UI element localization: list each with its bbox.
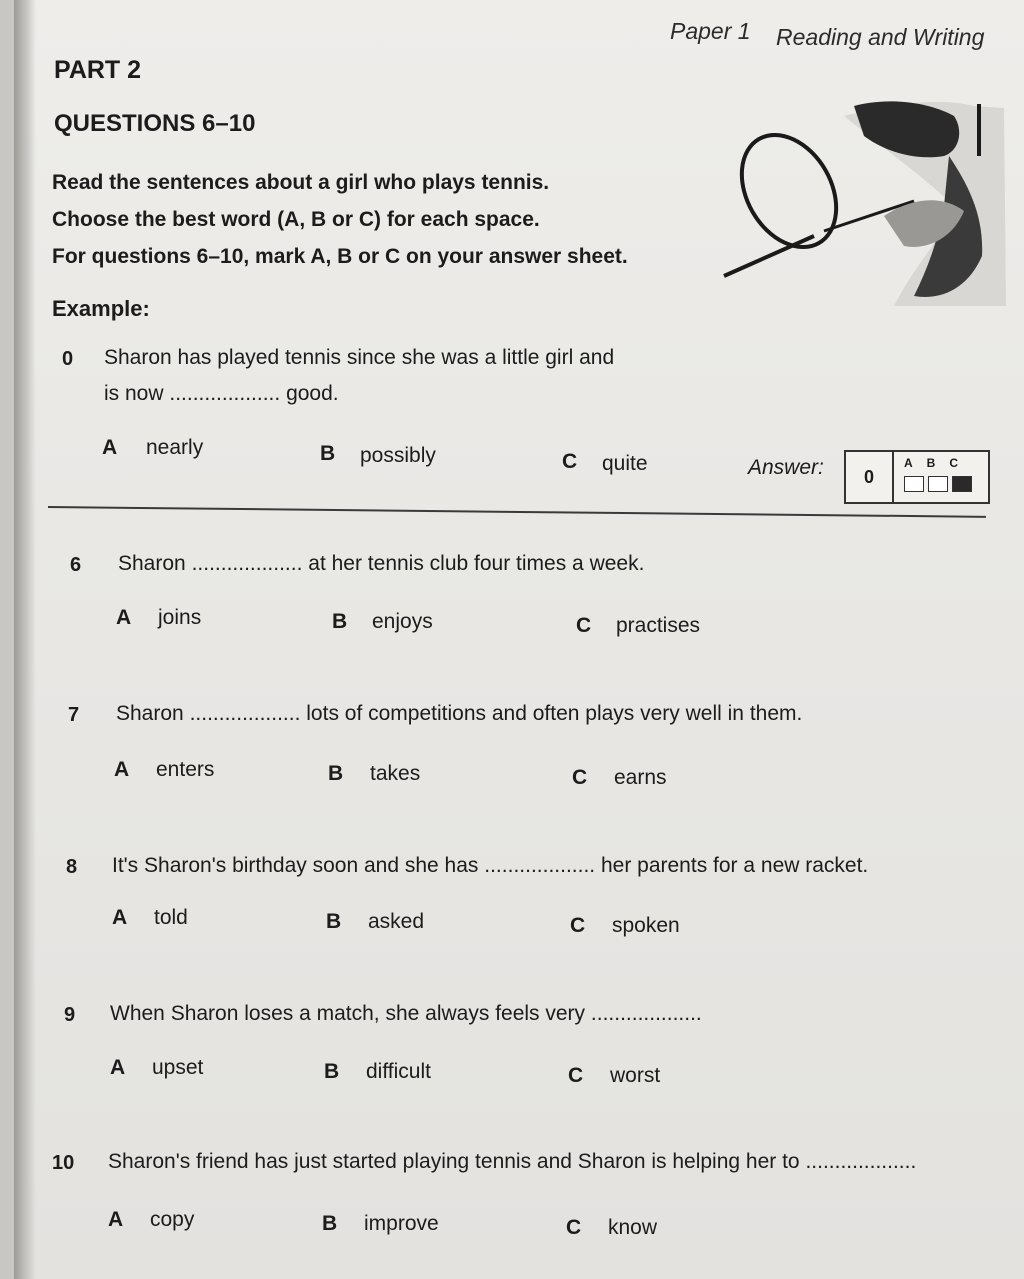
example-sentence-line1: Sharon has played tennis since she was a little girl and (104, 346, 615, 369)
option-c-letter: C (568, 1064, 584, 1087)
example-post: good. (286, 382, 339, 405)
question-pre: Sharon (116, 702, 184, 725)
header-section: Reading and Writing (776, 24, 985, 50)
option-b-word: improve (364, 1212, 439, 1235)
example-gap: ................... (169, 382, 281, 405)
answer-box-letters (904, 456, 972, 470)
option-a-letter: A (116, 606, 132, 629)
option-a-letter: A (108, 1208, 124, 1231)
option-a-letter: A (110, 1056, 126, 1079)
option-a-letter: A (112, 906, 128, 929)
instructions (52, 164, 712, 275)
instruction-line: Read the sentences about a girl who plays tennis. (52, 171, 550, 194)
option-a-letter: A (114, 758, 130, 781)
example-option-b-word: possibly (360, 444, 436, 467)
option-a-word: told (154, 906, 188, 929)
option-b-word: takes (370, 762, 421, 785)
question-gap: ................... (191, 552, 303, 575)
question-pre: It's Sharon's birthday soon and she has (112, 854, 479, 877)
question-number: 6 (70, 554, 82, 576)
instruction-line: For questions 6–10, mark A, B or C on your answer sheet. (52, 245, 628, 268)
example-option-a-letter: A (102, 436, 118, 459)
option-c-letter: C (576, 614, 592, 637)
example-option-a-word: nearly (146, 436, 204, 459)
example-option-c-letter: C (562, 450, 578, 473)
option-c-letter: C (566, 1216, 582, 1239)
option-a-word: enters (156, 758, 215, 781)
option-c-word: spoken (612, 914, 680, 937)
option-b-letter: B (328, 762, 344, 785)
tennis-player-illustration (714, 96, 1014, 306)
answer-letter-b: B (926, 456, 950, 470)
answer-box-number: 0 (846, 452, 894, 502)
question-sentence (110, 1002, 702, 1026)
example-option-b-letter: B (320, 442, 336, 465)
question-post: at her tennis club four times a week. (308, 552, 645, 575)
option-a-word: copy (150, 1208, 195, 1231)
question-gap: ................... (590, 1002, 702, 1025)
option-c-word: earns (614, 766, 667, 789)
answer-bubble-c[interactable] (952, 476, 972, 492)
question-gap: ................... (189, 702, 301, 725)
question-number: 9 (64, 1004, 76, 1026)
option-b-letter: B (332, 610, 348, 633)
question-number: 8 (66, 856, 78, 878)
answer-bubble-a[interactable] (904, 476, 924, 492)
answer-letter-a: A (904, 456, 927, 470)
option-b-word: asked (368, 910, 425, 933)
question-number: 10 (52, 1152, 75, 1174)
option-b-letter: B (322, 1212, 338, 1235)
question-gap: ................... (805, 1150, 917, 1173)
question-post: her parents for a new racket. (600, 854, 869, 877)
question-gap: ................... (484, 854, 596, 877)
example-number: 0 (62, 348, 74, 370)
answer-bubbles (904, 476, 972, 492)
question-sentence (108, 1150, 916, 1174)
option-c-letter: C (570, 914, 586, 937)
option-c-word: practises (616, 614, 701, 637)
question-sentence (112, 854, 868, 878)
example-sentence-line2 (104, 382, 339, 406)
option-a-word: upset (152, 1056, 204, 1079)
worksheet-page (14, 0, 1024, 1279)
question-pre: When Sharon loses a match, she always feels very (110, 1002, 586, 1025)
question-pre: Sharon (118, 552, 186, 575)
question-sentence (118, 552, 644, 576)
question-pre: Sharon's friend has just started playing tennis and Sharon is helping her to (108, 1150, 800, 1173)
answer-label: Answer: (748, 456, 824, 479)
option-b-word: enjoys (372, 610, 433, 633)
option-c-letter: C (572, 766, 588, 789)
part-heading: PART 2 (54, 56, 142, 84)
answer-bubble-b[interactable] (928, 476, 948, 492)
option-a-word: joins (158, 606, 202, 629)
answer-letter-c: C (949, 456, 973, 470)
example-pre: is now (104, 382, 164, 405)
instruction-line: Choose the best word (A, B or C) for each space. (52, 208, 540, 231)
option-b-letter: B (326, 910, 342, 933)
example-option-c-word: quite (602, 452, 648, 475)
questions-heading: QUESTIONS 6–10 (54, 110, 256, 137)
option-b-word: difficult (366, 1060, 431, 1083)
example-answer-box (844, 450, 990, 504)
option-c-word: know (608, 1216, 658, 1239)
option-b-letter: B (324, 1060, 340, 1083)
header-paper: Paper 1 (670, 18, 751, 44)
question-number: 7 (68, 704, 80, 726)
question-sentence (116, 702, 802, 726)
binding-shadow (14, 0, 36, 1279)
question-post: lots of competitions and often plays very well in them. (306, 702, 803, 725)
example-label: Example: (52, 296, 150, 321)
option-c-word: worst (610, 1064, 661, 1087)
